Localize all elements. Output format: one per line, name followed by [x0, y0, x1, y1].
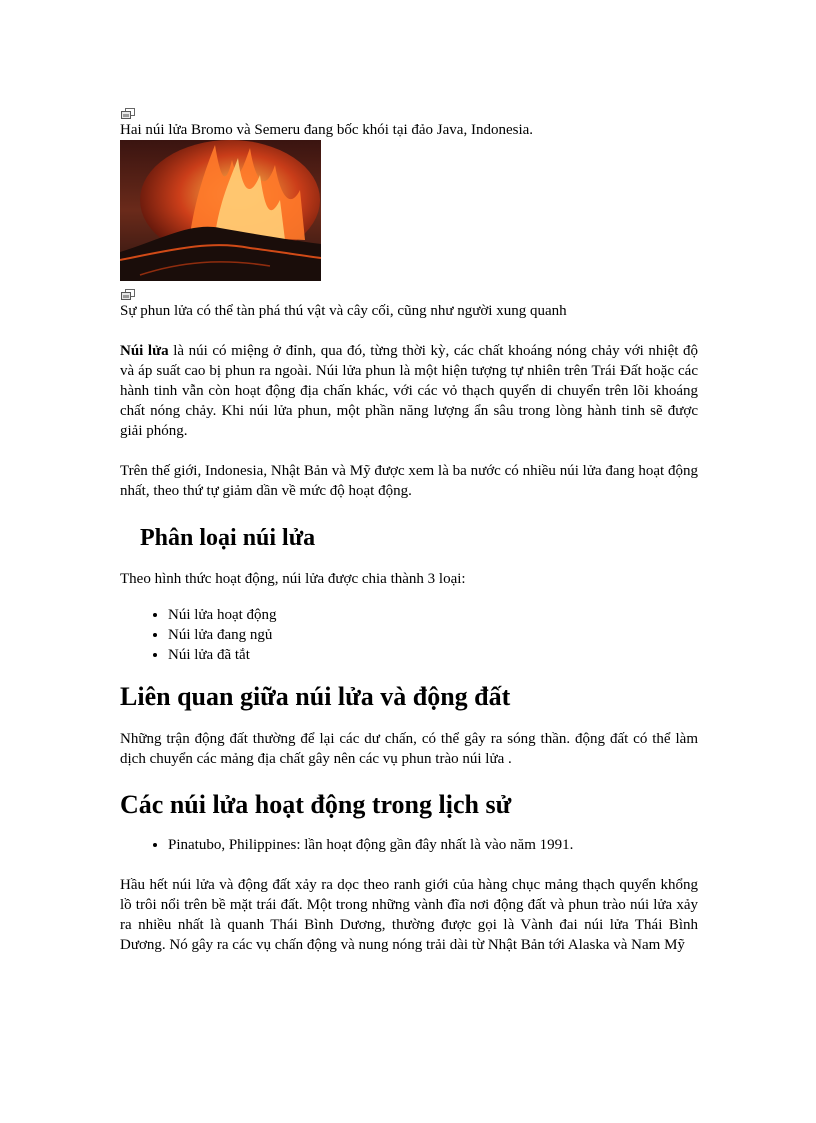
intro-paragraph: [120, 341, 698, 441]
figure-caption-bromo: Hai núi lửa Bromo và Semeru đang bốc khói tại đảo Java, Indonesia.: [120, 122, 534, 138]
history-list: [120, 835, 698, 855]
intro-term: Núi lửa: [120, 343, 169, 359]
heading-relation: Liên quan giữa núi lửa và động đất: [120, 682, 511, 711]
classification-list: [120, 605, 698, 665]
list-item: • Núi lửa đang ngủ: [168, 625, 698, 645]
image-placeholder-icon: [121, 289, 135, 301]
relation-paragraph: Những trận động đất thường để lại các dư chấn, có thể gây ra sóng thần. động đất có thể làm dịch chuyển các mảng địa chất gây nên các vụ phun trào núi lửa .: [120, 731, 698, 767]
list-item: • Pinatubo, Philippines: lần hoạt động gần đây nhất là vào năm 1991.: [168, 835, 698, 855]
classification-intro: Theo hình thức hoạt động, núi lửa được chia thành 3 loại:: [120, 571, 466, 587]
intro-text: là núi có miệng ở đỉnh, qua đó, từng thời kỳ, các chất khoáng nóng chảy với nhiệt độ và áp suất cao bị phun ra ngoài. Núi lửa phun là một hiện tượng tự nhiên trên Trái Đất hoặc các hành tinh vẫn còn hoạt động địa chấn khác, với các vỏ thạch quyển di chuyển trên lõi khoáng chất nóng chảy. Khi núi lửa phun, một phần năng lượng ẩn sâu trong lòng hành tinh sẽ được giải phóng.: [120, 343, 698, 439]
heading-history: Các núi lửa hoạt động trong lịch sử: [120, 790, 512, 819]
list-item: • Núi lửa đã tắt: [168, 645, 698, 665]
volcano-eruption-photo: [120, 140, 321, 281]
countries-paragraph: Trên thế giới, Indonesia, Nhật Bản và Mỹ được xem là ba nước có nhiều núi lửa đang hoạt động nhất, theo thứ tự giảm dần về mức độ hoạt động.: [120, 463, 698, 499]
history-paragraph: Hầu hết núi lửa và động đất xảy ra dọc theo ranh giới của hàng chục mảng thạch quyển khổng lồ trôi nổi trên bề mặt trái đất. Một trong những vành đĩa nơi động đất và phun trào núi lửa xảy ra nhiều nhất là quanh Thái Bình Dương, thường được gọi là Vành đai núi lửa Thái Bình Dương. Nó gây ra các vụ chấn động và nung nóng trải dài từ Nhật Bản tới Alaska và Nam Mỹ: [120, 877, 698, 953]
figure-caption-eruption: Sự phun lửa có thể tàn phá thú vật và cây cối, cũng như người xung quanh: [120, 303, 567, 319]
image-placeholder-icon: [121, 108, 135, 120]
document-content: [120, 108, 698, 955]
list-item: • Núi lửa hoạt động: [168, 605, 698, 625]
heading-classification: Phân loại núi lửa: [140, 525, 316, 551]
